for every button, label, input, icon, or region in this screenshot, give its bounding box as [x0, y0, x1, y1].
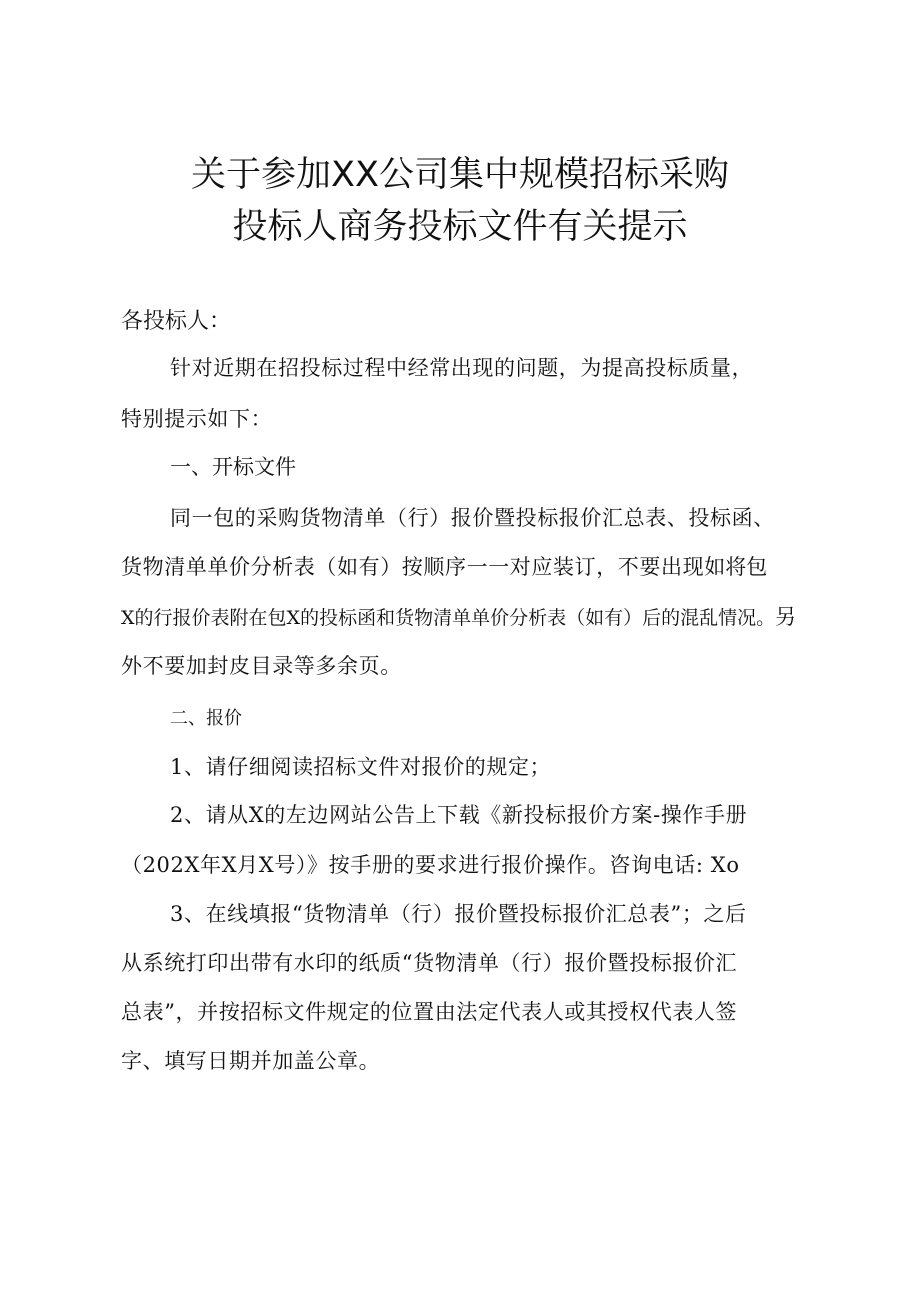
section-1-line-3-text-b: 的投标函和货物清单单价分析表（如有）后的混乱情况。	[300, 607, 776, 629]
salutation: 各投标人：	[121, 309, 232, 334]
section-1-heading: 一、开标文件	[170, 455, 296, 479]
section-1-line-2	[121, 557, 767, 578]
section-1-line-4: 外不要加封皮目录等多余页。	[121, 654, 402, 678]
section-2-heading: 二、报价	[170, 708, 242, 729]
section-2-item-3-line-1: 3、在线填报“货物清单（行）报价暨投标报价汇总表”；之后	[170, 902, 747, 926]
intro-line-2: 特别提示如下：	[121, 407, 273, 431]
section-2-item-3-line-3: 总表”，并按招标文件规定的位置由法定代表人或其授权代表人签	[121, 1000, 738, 1024]
section-2-item-3-line-4: 字、填写日期并加盖公章。	[121, 1049, 381, 1073]
section-2-item-3-line-2: 从系统打印出带有水印的纸质“货物清单（行）报价暨投标报价汇	[121, 951, 738, 975]
section-2-item-1: 1、请仔细阅读招标文件对报价的规定；	[170, 755, 552, 779]
section-2-item-2-line-1: 2、请从X的左边网站公告上下载《新投标报价方案-操作手册	[170, 803, 748, 827]
section-1-line-3	[121, 607, 796, 628]
section-1-line-3-text-a: 的行报价表附在包	[134, 607, 287, 629]
package-x-2: X	[286, 607, 301, 629]
section-1-line-3-text-c: 另	[775, 605, 797, 629]
intro-line-1: 针对近期在招投标过程中经常出现的问题，为提高投标质量，	[170, 356, 754, 380]
package-x-1: X	[121, 607, 135, 629]
section-1-line-1: 同一包的采购货物清单（行）报价暨投标报价汇总表、投标函、	[170, 506, 775, 530]
document-title-line-2: 投标人商务投标文件有关提示	[232, 207, 688, 247]
section-1-line-2-emphasis: 如将包	[704, 555, 768, 579]
section-1-line-2-text: 货物清单单价分析表（如有）按顺序一一对应装订，不要出现	[121, 555, 705, 579]
document-title-line-1: 关于参加XX公司集中规模招标采购	[191, 155, 729, 195]
section-2-item-2-line-2: （202X年X月X号）》按手册的要求进行报价操作。咨询电话: Xo	[121, 853, 740, 877]
